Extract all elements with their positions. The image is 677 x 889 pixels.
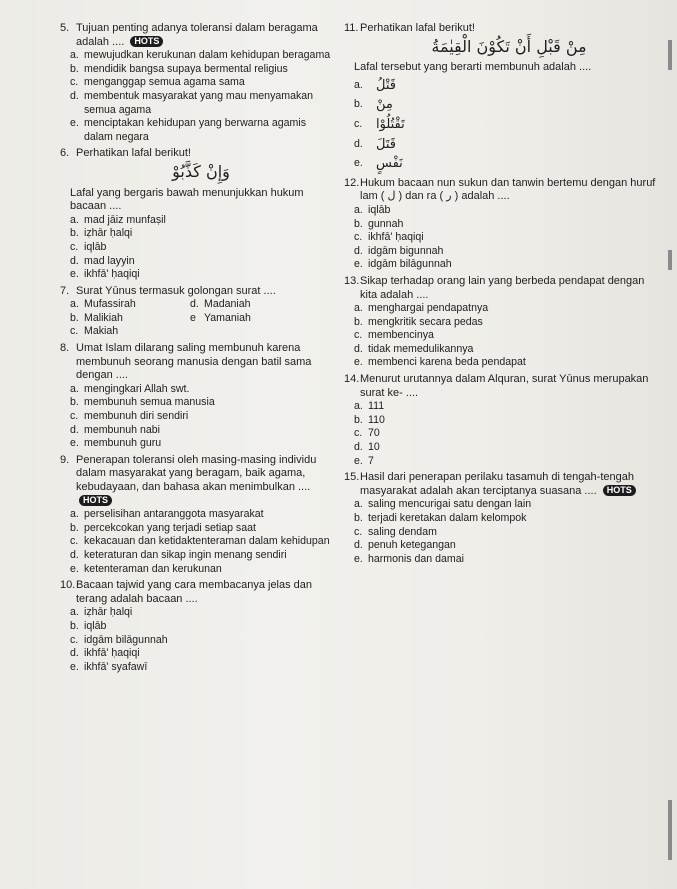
page-edge-mark [668,40,672,70]
answer-option[interactable] [70,508,332,522]
question-head [60,285,332,299]
hots-badge: HOTS [79,495,112,506]
option-letter: c. [354,117,363,130]
option-text: gunnah [368,217,404,230]
option-text: 7 [368,454,374,467]
question-8 [60,342,332,451]
option-letter: e. [354,552,363,565]
options-list [70,298,332,339]
question-head [60,147,332,161]
answer-option[interactable] [70,563,332,577]
question-number: 8. [60,342,70,355]
option-arabic-text: تَقْتُلُوْا [376,116,405,132]
answer-option[interactable] [70,63,332,77]
answer-option[interactable] [70,383,332,397]
option-text: terjadi keretakan dalam kelompok [368,512,527,524]
question-text [360,177,664,204]
question-text-body: Penerapan toleransi oleh masing-masing individu dalam masyarakat yang beragam, baik agama, kebudayaan, dan bahasa akan menimbulkan .... [76,453,317,493]
answer-option[interactable] [70,241,332,255]
option-text: idgām bilāgunnah [84,633,168,646]
option-arabic-text: نَفْسٍ [376,156,403,172]
option-text: 110 [368,413,385,426]
option-letter: d. [354,539,363,552]
question-text [76,147,332,161]
answer-option[interactable] [354,553,664,567]
hots-badge: HOTS [603,485,636,496]
option-text: ikhfā' ḥaqiqi [368,231,424,244]
answer-option[interactable] [354,118,664,132]
answer-option[interactable] [70,49,332,63]
answer-option[interactable] [354,498,664,512]
answer-option[interactable] [70,647,332,661]
option-letter: a. [70,49,79,62]
answer-option[interactable] [70,535,332,549]
option-text: mengingkari Allah swt. [84,382,190,395]
answer-option[interactable] [70,214,332,228]
option-text: Makiah [84,325,119,338]
page-edge-mark [668,800,672,860]
option-letter: c. [70,240,79,253]
option-letter: c. [354,329,363,342]
question-number: 12. [344,176,360,189]
option-text: Yamaniah [204,311,251,324]
answer-option[interactable] [190,298,310,312]
option-letter: a. [70,382,79,395]
question-text-body: Surat Yūnus termasuk golongan surat .... [76,284,276,297]
question-head [60,342,332,383]
option-letter: e. [70,562,79,575]
answer-option[interactable] [354,218,664,232]
option-letter: c. [354,231,363,244]
option-text: saling dendam [368,525,437,538]
question-text [76,454,332,508]
question-text [76,342,332,383]
option-letter: b. [70,521,79,534]
option-letter: d. [354,244,363,257]
option-text: ikhfā' syafawī [84,660,148,673]
option-letter: e [190,311,196,324]
question-text-body: Perhatikan lafal berikut! [360,22,475,34]
right-column [344,22,664,569]
question-text [76,579,332,606]
question-text [360,373,664,400]
answer-option[interactable] [70,325,190,339]
answer-option[interactable] [70,268,332,282]
option-letter: e. [70,437,79,450]
question-14 [344,373,664,468]
option-text: mengkritik secara pedas [368,315,483,328]
option-letter: c. [70,76,79,89]
option-text: Malikiah [84,311,123,324]
answer-option[interactable] [354,245,664,259]
option-letter: d. [70,423,79,436]
option-text: idgām bilāgunnah [368,258,452,271]
answer-option[interactable] [70,549,332,563]
option-text: menghargai pendapatnya [368,302,489,315]
question-6 [60,147,332,281]
answer-option[interactable] [70,437,332,451]
option-letter: b. [70,62,79,75]
option-letter: b. [70,619,79,632]
answer-option[interactable] [354,98,664,112]
option-text: Mufassirah [84,298,136,311]
option-letter: d. [70,254,79,267]
question-number: 15. [344,471,360,484]
question-9 [60,454,332,576]
answer-option[interactable] [70,76,332,90]
question-text [360,275,664,302]
question-head [60,579,332,606]
option-letter: e. [354,258,363,271]
option-letter: a. [70,298,79,311]
option-text: percekcokan yang terjadi setiap saat [84,521,256,534]
answer-option[interactable] [70,661,332,675]
option-text: ketenteraman dan kerukunan [84,562,222,575]
options-list [354,302,664,370]
hots-badge: HOTS [130,36,163,47]
option-letter: a. [354,302,363,315]
option-text: 111 [368,400,385,413]
option-letter: e. [70,117,79,130]
question-number: 10. [60,579,76,592]
option-text: keteraturan dan sikap ingin menang sendiri [84,548,287,561]
left-column [60,22,332,677]
question-head [60,22,332,49]
answer-option[interactable] [70,312,190,326]
option-letter: d. [354,342,363,355]
option-letter: b. [70,227,79,240]
option-row [70,298,332,312]
arabic-verse: وَإِنْ كَذَّبُوْ [172,161,230,181]
option-letter: c. [354,525,363,538]
option-text: mendidik bangsa supaya bermental religius [84,62,288,75]
question-text [360,22,664,36]
option-text: membunuh diri sendiri [84,410,189,423]
option-letter: d. [70,548,79,561]
answer-option[interactable] [70,90,332,117]
answer-option[interactable] [354,455,664,469]
option-text: membunuh semua manusia [84,396,215,409]
question-text-body: Umat Islam dilarang saling membunuh karena membunuh seorang manusia dengan batil sama dengan .... [76,342,312,382]
option-arabic-text: قَتْلُ [376,77,396,93]
answer-option[interactable] [354,539,664,553]
option-text: 70 [368,427,380,440]
question-11 [344,22,664,171]
options-list [70,508,332,576]
option-letter: b. [70,311,79,324]
option-text: ikhfā' ḥaqiqi [84,268,140,281]
option-letter: e. [354,356,363,369]
answer-option[interactable] [354,512,664,526]
answer-option[interactable] [354,343,664,357]
answer-option[interactable] [354,258,664,272]
answer-option[interactable] [354,316,664,330]
answer-option[interactable] [70,410,332,424]
option-text: tidak memedulikannya [368,342,474,355]
option-letter: a. [354,498,363,511]
question-head [344,275,664,302]
question-text-body: Hukum bacaan nun sukun dan tanwin bertemu dengan huruf lam ( ل ) dan ra ( ر ) adalah .... [360,176,656,203]
answer-option[interactable] [70,606,332,620]
question-text-body: Tujuan penting adanya toleransi dalam beragama adalah .... [76,22,318,48]
options-list [354,498,664,566]
answer-option[interactable] [70,227,332,241]
option-letter: d. [354,441,363,454]
answer-option[interactable] [354,79,664,93]
question-text-body: Sikap terhadap orang lain yang berbeda pendapat dengan kita adalah .... [360,274,645,301]
answer-option[interactable] [70,298,190,312]
option-text: iqlāb [84,240,107,253]
option-text: mewujudkan kerukunan dalam kehidupan beragama [84,49,331,62]
option-row [70,312,332,326]
question-15 [344,471,664,566]
options-list [70,161,332,282]
question-text [360,471,664,498]
answer-option[interactable] [70,620,332,634]
answer-option[interactable] [354,204,664,218]
question-13 [344,275,664,370]
option-text: iẓhār ḥalqi [84,227,133,240]
option-letter: e. [354,157,363,170]
option-letter: b. [354,98,363,111]
option-letter: c. [70,410,79,423]
option-letter: c. [354,427,363,440]
option-letter: a. [70,508,79,521]
option-text: saling mencurigai satu dengan lain [368,498,532,511]
options-list [70,49,332,144]
option-letter: c. [70,535,79,548]
option-letter: b. [354,413,363,426]
answer-option[interactable] [70,117,332,144]
answer-option[interactable] [354,231,664,245]
option-text: menganggap semua agama sama [84,76,245,89]
question-head [60,454,332,508]
answer-option[interactable] [354,414,664,428]
option-arabic-text: مِنْ [376,97,393,113]
question-number: 7. [60,284,70,297]
question-number: 9. [60,453,70,466]
option-letter: d. [190,298,199,311]
answer-option[interactable] [70,255,332,269]
question-number: 14. [344,373,360,386]
answer-option[interactable] [70,522,332,536]
option-letter: b. [354,315,363,328]
option-letter: e. [354,454,363,467]
answer-option[interactable] [354,329,664,343]
option-row [70,325,332,339]
question-text [76,22,332,49]
option-arabic-text: قَتَلَ [376,136,396,152]
option-letter: d. [354,137,363,150]
option-text: menciptakan kehidupan yang berwarna agamis dalam negara [84,117,307,143]
answer-option[interactable] [354,526,664,540]
question-text-body: Menurut urutannya dalam Alquran, surat Yūnus merupakan surat ke- .... [360,373,649,399]
option-text: iqlāb [84,619,107,632]
question-head [344,373,664,400]
question-text-body: Bacaan tajwid yang cara membacanya jelas dan terang adalah bacaan .... [76,579,313,605]
option-text: ikhfā' ḥaqiqi [84,647,140,660]
option-text: membenci karena beda pendapat [368,356,526,369]
option-text: idgām bigunnah [368,244,444,257]
answer-option[interactable] [354,400,664,414]
answer-option[interactable] [354,157,664,171]
option-letter: c. [70,325,79,338]
option-letter: b. [354,217,363,230]
option-letter: c. [70,633,79,646]
option-text: iẓhār ḥalqi [84,606,133,619]
answer-option[interactable] [354,427,664,441]
option-letter: e. [70,660,79,673]
option-letter: a. [354,203,363,216]
option-text: mad jāiz munfaṣil [84,213,166,226]
question-prompt: Lafal tersebut yang berarti membunuh adalah .... [354,61,592,74]
option-text: penuh ketegangan [368,539,456,552]
answer-option[interactable] [354,302,664,316]
option-letter: d. [70,89,79,102]
option-text: iqlāb [368,203,391,216]
answer-option[interactable] [354,356,664,370]
answer-option[interactable] [354,441,664,455]
question-head [344,22,664,36]
question-5 [60,22,332,144]
option-text: perselisihan antaranggota masyarakat [84,508,264,521]
options-list [354,36,664,172]
question-text-body: Hasil dari penerapan perilaku tasamuh di tengah-tengah masyarakat adalah akan terciptanya suasana .... [360,471,634,497]
option-text: membentuk masyarakat yang mau menyamakan semua agama [84,89,314,116]
options-list [354,400,664,468]
option-letter: a. [70,606,79,619]
question-7 [60,285,332,339]
question-12 [344,177,664,272]
answer-option[interactable] [70,634,332,648]
answer-option[interactable] [190,312,310,326]
question-number: 6. [60,147,70,160]
option-letter: a. [354,400,363,413]
options-list [354,204,664,272]
option-text: membunuh guru [84,437,162,450]
option-text: membunuh nabi [84,423,160,436]
option-text: harmonis dan damai [368,552,464,565]
question-text [76,285,332,299]
option-text: membencinya [368,329,434,342]
answer-option[interactable] [354,138,664,152]
question-text-body: Perhatikan lafal berikut! [76,147,191,160]
question-head [344,177,664,204]
option-letter: a. [70,213,79,226]
answer-option[interactable] [70,424,332,438]
option-letter: a. [354,78,363,91]
arabic-verse: مِنْ قَبْلِ أَنْ تَكُوْنَ الْقِيٰمَةُ [431,36,587,56]
question-head [344,471,664,498]
question-number: 5. [60,22,70,34]
options-list [70,606,332,674]
question-number: 11. [344,22,359,34]
option-text: kekacauan dan ketidaktenteraman dalam kehidupan [84,535,330,548]
question-prompt: Lafal yang bergaris bawah menunjukkan hukum bacaan .... [70,186,304,213]
option-letter: b. [70,396,79,409]
option-text: 10 [368,441,380,454]
question-10 [60,579,332,674]
option-letter: b. [354,512,363,524]
option-text: mad layyin [84,254,135,267]
option-letter: d. [70,647,79,660]
options-list [70,383,332,451]
page-edge-mark [668,250,672,270]
question-number: 13. [344,274,360,287]
answer-option[interactable] [70,396,332,410]
option-letter: e. [70,268,79,281]
option-text: Madaniah [204,298,251,311]
